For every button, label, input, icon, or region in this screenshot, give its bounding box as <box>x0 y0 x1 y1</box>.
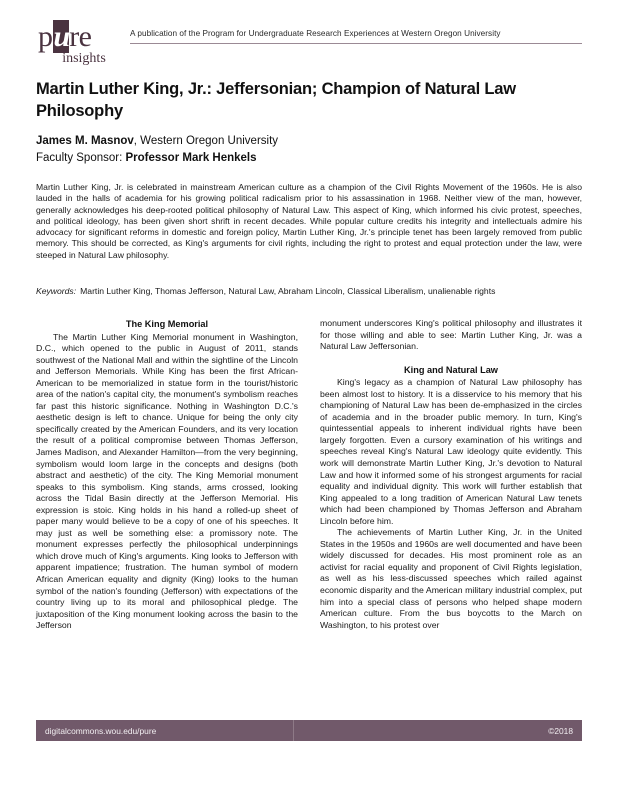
column-right <box>320 318 582 710</box>
footer-bar <box>36 720 582 741</box>
column-left <box>36 318 298 710</box>
sponsor-label: Faculty Sponsor: <box>36 151 126 164</box>
logo-letter-p: p <box>38 20 53 53</box>
sponsor-name: Professor Mark Henkels <box>125 151 257 164</box>
keywords-list: Martin Luther King, Thomas Jefferson, Natural Law, Abraham Lincoln, Classical Liberalism, unalienable rights <box>80 286 496 296</box>
masthead-tagline-block <box>130 28 582 44</box>
author-affiliation: , Western Oregon University <box>133 135 279 147</box>
sponsor-line <box>36 150 536 167</box>
masthead <box>36 22 582 66</box>
logo-letter-u: u <box>53 20 69 53</box>
footer-copyright: ©2018 <box>548 725 573 736</box>
masthead-divider <box>130 43 582 44</box>
author-block <box>36 133 536 166</box>
paragraph: The Martin Luther King Memorial monument in Washington, D.C., which opened to the public in August of 2011, stands southwest of the National Mall and within the sightline of the Lincoln and Jefferson Memorials. While King has been the first African-American to be memorialized in statue form in the tourist/historic area of the nation's capital city, the monument's symbolism reaches far past this historic significance. Nothing in Washington D.C.'s aesthetic design is left to chance. Unique for being the only city specifically created by the American Founders, and its very location the result of a political compromise between Thomas Jefferson, James Madison, and Alexander Hamilton—from the very beginning, symbolism would loom large in the concepts and designs (both abstract and aesthetic) of the city. The King Memorial monument speaks to this symbolism. King stands, arms crossed, looking across the Tidal Basin directly at the Jefferson Memorial. His expression is stoic. King holds in his hand a rolled-up sheet of paper many would believe to be a copy of one of his speeches. It may just as well be something else: a promissory note. The monument expresses perfectly the philosophical underpinnings which drove much of King's arguments. King looks to Jefferson with apparent impatience; frustration. The human symbol of modern African American equality and dignity (King) looks to the human symbol of the nation's founding (Jefferson) with expectations of the country living up to its moral and philosophical pledge. The juxtaposition of the King monument looking across the basin to the Jefferson <box>36 331 298 631</box>
logo-subtitle: insights <box>62 51 106 66</box>
author-name: James M. Masnov <box>36 135 134 147</box>
logo-wordmark <box>36 22 122 52</box>
paper-sheet <box>36 0 582 800</box>
section-heading-king-and-natural-law: King and Natural Law <box>404 364 498 375</box>
page-title: Martin Luther King, Jr.: Jeffersonian; Champion of Natural Law Philosophy <box>36 80 516 120</box>
abstract-text: Martin Luther King, Jr. is celebrated in mainstream American culture as a champion of the Civil Rights Movement of the 1960s. He is also lauded in the halls of academia for his growing political radicalism prior to his assassination in 1968. Neither view of the man, however, generally acknowledges his deep-rooted political philosophy of Natural Law. This aspect of King, which informed his civic protest, speeches, and political ideology, has been given short shrift in recent decades. While popular culture credits his integrity and intellectuals admire his advocacy for significant reforms in domestic and foreign policy, Martin Luther King, Jr.'s principle tenet has been largely removed from public memory. This should be corrected, as King's arguments for civil rights, including the right to protest and equal protection under the law, were steeped in Natural Law philosophy. <box>36 182 582 260</box>
author-line <box>36 133 536 150</box>
footer-url[interactable]: digitalcommons.wou.edu/pure <box>36 720 294 741</box>
logo-letters-re: re <box>69 20 92 53</box>
pure-insights-logo <box>36 22 122 67</box>
keywords-label: Keywords: <box>36 286 77 296</box>
masthead-tagline: A publication of the Program for Undergraduate Research Experiences at Western Oregon University <box>130 29 501 38</box>
keywords-block <box>36 286 582 298</box>
paragraph: The achievements of Martin Luther King, Jr. in the United States in the 1950s and 1960s are well documented and have been widely discussed for decades. His most prominent role as an activist for racial equality and proponent of Civil Rights legislation, as well as his less-discussed speeches which railed against economic disparity and the American military industrial complex, put him into a special class of persons who helped shape modern American culture. From the bus boycotts to the March on Washington, to his protest over <box>320 527 582 630</box>
body-columns <box>36 318 582 710</box>
paragraph: King's legacy as a champion of Natural Law philosophy has been almost lost to history. It is a disservice to his memory that his championing of Natural Law has been de-emphasized in the circles of academia and in the broader public memory. In turn, King's quintessential appeals to inherent individual rights have been largely forgotten. Even a cursory examination of his writings and speeches reveal King's Natural Law ideology quite evidently. This work will demonstrate Martin Luther King, Jr.'s devotion to Natural Law and how it informed some of his strongest arguments for racial equality and individual dignity. This work will further establish that King appealed to a long tradition of American Natural Law tenets which had been championed by Thomas Jefferson and Abraham Lincoln before him. <box>320 377 582 526</box>
paragraph: monument underscores King's political philosophy and illustrates it for those willing and able to see: Martin Luther King, Jr. was a Natural Law Jeffersonian. <box>320 318 582 352</box>
section-heading-king-memorial: The King Memorial <box>125 319 209 329</box>
